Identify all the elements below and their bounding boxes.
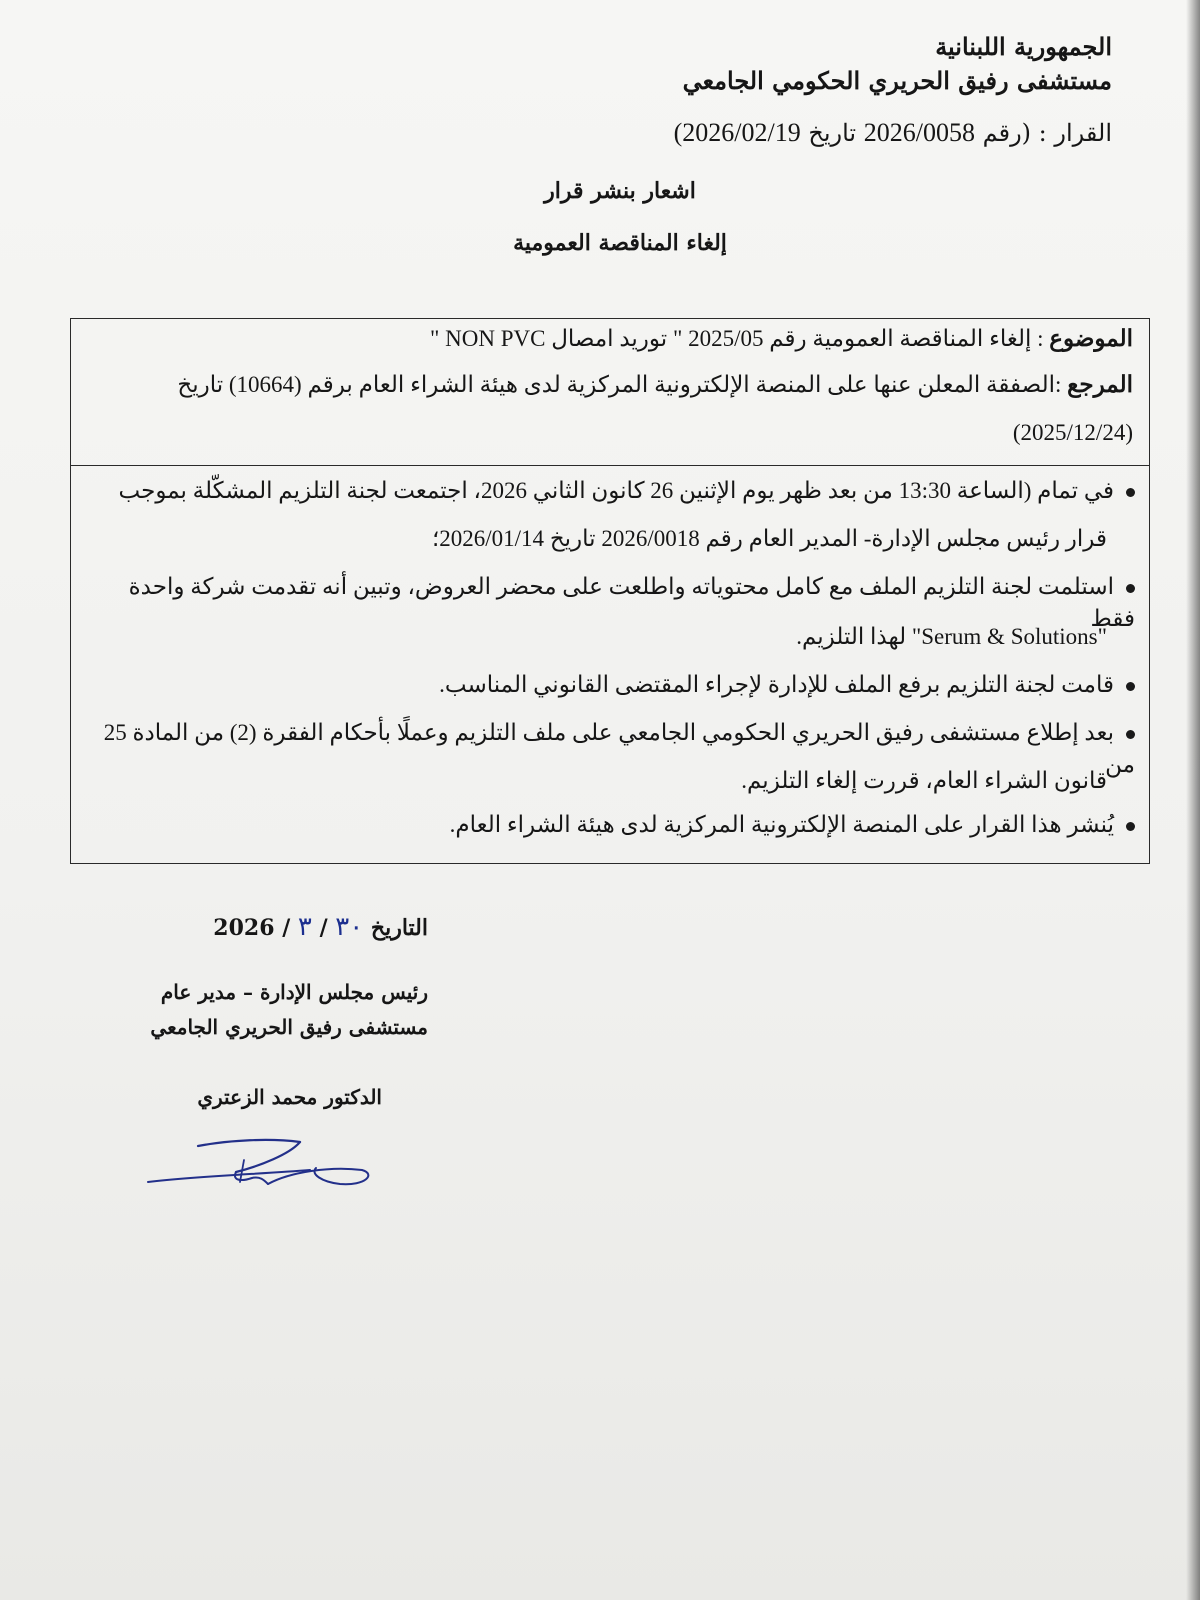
subject-text: : إلغاء المناقصة العمومية رقم 2025/05 " توريد امصال NON PVC " <box>429 326 1044 351</box>
signature-date-label: التاريخ <box>370 915 428 941</box>
subject-label: الموضوع <box>1049 326 1133 351</box>
signature-date-month: ٣ <box>297 912 312 942</box>
bullet-4-line2: قانون الشراء العام، قررت إلغاء التلزيم. <box>741 768 1107 793</box>
subject-section <box>71 319 1149 466</box>
bullet-dot <box>1126 584 1135 593</box>
signature-date-year: 2026 <box>213 915 275 941</box>
bullet-2-line2: "Serum & Solutions" لهذا التلزيم. <box>796 624 1107 649</box>
notice-title: اشعار بنشر قرار <box>544 178 696 204</box>
decision-reference <box>412 118 1112 148</box>
decision-box <box>70 318 1150 864</box>
reference-label: المرجع <box>1067 372 1133 397</box>
reference-line <box>87 369 1133 401</box>
signature-date: التاريخ ٣٠ / ٣ / 2026 <box>213 912 428 942</box>
bullet-3-line1: قامت لجنة التلزيم برفع الملف للإدارة لإجراء المقتضى القانوني المناسب. <box>85 669 1135 701</box>
decision-date: 2026/02/19) <box>673 118 801 147</box>
bullet-dot <box>1126 682 1135 691</box>
reference-text: :الصفقة المعلن عنها على المنصة الإلكترونية المركزية لدى هيئة الشراء العام برقم (10664) تاريخ <box>177 372 1062 397</box>
subject-line <box>87 323 1133 355</box>
decision-number: 2026/0058 <box>863 118 975 147</box>
handwritten-signature <box>140 1132 380 1202</box>
bullet-dot <box>1126 730 1135 739</box>
bullet-5-line1: يُنشر هذا القرار على المنصة الإلكترونية المركزية لدى هيئة الشراء العام. <box>85 809 1135 841</box>
signatory-institution: مستشفى رفيق الحريري الجامعي <box>150 1015 428 1039</box>
letterhead-country: الجمهورية اللبنانية <box>935 32 1112 61</box>
decision-date-label: تاريخ <box>808 119 857 147</box>
letterhead-hospital: مستشفى رفيق الحريري الحكومي الجامعي <box>682 66 1112 95</box>
signatory-role: رئيس مجلس الإدارة – مدير عام <box>160 980 428 1004</box>
signature-date-day: ٣٠ <box>335 912 364 942</box>
decision-label: القرار : (رقم <box>982 119 1112 147</box>
bullet-dot <box>1126 822 1135 831</box>
bullet-dot <box>1126 488 1135 497</box>
notice-subtitle: إلغاء المناقصة العمومية <box>513 230 727 256</box>
letterhead <box>592 30 1112 98</box>
bullet-4-line1: بعد إطلاع مستشفى رفيق الحريري الحكومي الجامعي على ملف التلزيم وعملًا بأحكام الفقرة (2) من المادة 25 من <box>103 720 1135 777</box>
signatory-name: الدكتور محمد الزعتري <box>197 1085 382 1109</box>
bullet-2-line1: استلمت لجنة التلزيم الملف مع كامل محتوياته واطلعت على محضر العروض، وتبين أنه تقدمت شركة واحدة فقط <box>128 574 1135 631</box>
bullet-1-line1: في تمام (الساعة 13:30 من بعد ظهر يوم الإثنين 26 كانون الثاني 2026، اجتمعت لجنة التلزيم المشكّلة بموجب <box>85 475 1135 507</box>
reference-date: (2025/12/24) <box>1012 420 1133 445</box>
bullet-1-line2: قرار رئيس مجلس الإدارة- المدير العام رقم 2026/0018 تاريخ 2026/01/14؛ <box>431 526 1107 551</box>
